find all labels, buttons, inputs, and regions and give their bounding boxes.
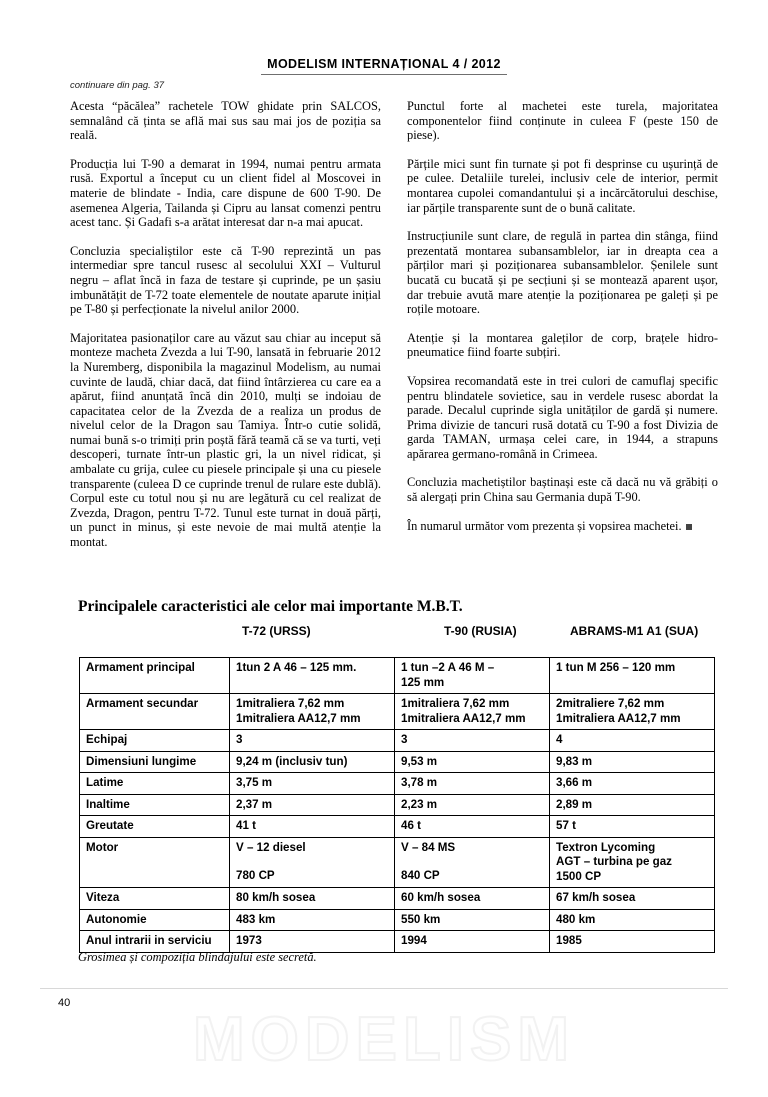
row-label: Dimensiuni lungime (80, 751, 230, 773)
table-cell-t72 (230, 909, 395, 931)
table-cell-t90 (395, 773, 550, 795)
paragraph: Producția lui T-90 a demarat in 1994, numai pentru armata rusă. Exportul a început cu un client fidel al Moscovei in materie de blindate - India, care dispune de 600 T-90. De asemenea Algeria, Tailanda și Cipru au lansat comenzi pentru acest tanc. Și Gadafi s-a arătat interesat dar n-a mai apucat. (70, 156, 381, 230)
paragraph: Punctul forte al machetei este turela, majoritatea componentelor fiind conținute in culeea F (peste 150 de piese). (407, 99, 718, 143)
table-cell-t72 (230, 794, 395, 816)
table-row (80, 658, 715, 694)
column-header-abrams: ABRAMS-M1 A1 (SUA) (570, 624, 699, 638)
watermark: MODELISM (192, 1005, 576, 1074)
table-cell-t72 (230, 773, 395, 795)
row-label: Armament secundar (80, 694, 230, 730)
table-cell-t90 (395, 694, 550, 730)
article-body (70, 99, 718, 550)
table-cell-abrams (550, 816, 715, 838)
cell-line: 46 t (401, 819, 421, 832)
cell-line: 3,75 m (236, 776, 273, 789)
table-row (80, 694, 715, 730)
column-header-t90: T-90 (RUSIA) (444, 624, 517, 638)
cell-line: 9,53 m (401, 754, 438, 768)
cell-line: 3 (401, 733, 408, 746)
table-cell-abrams (550, 909, 715, 931)
cell-line: 480 km (556, 912, 596, 926)
row-label: Latime (80, 773, 230, 795)
cell-line: V – 84 MS (401, 840, 456, 854)
table-cell-abrams (550, 794, 715, 816)
right-column (407, 99, 718, 550)
table-cell-t90 (395, 888, 550, 910)
paragraph: Instrucțiunile sunt clare, de regulă in partea din stânga, fiind prezentată montarea subansamblelor, iar in dreapta cea a părților mari și poziționarea subansamblelor. Șenilele sunt bucată cu bucată și pe secțiuni și se montează aparent ușor, dar trebuie avută mare atenție la poziționarea pe galeți și pe roțile motoare. (407, 229, 718, 317)
cell-line: V – 12 diesel (236, 840, 306, 854)
row-label: Autonomie (80, 909, 230, 931)
cell-spacer (401, 855, 544, 869)
table-cell-abrams (550, 931, 715, 953)
table-cell-t90 (395, 794, 550, 816)
paragraph: Atenție și la montarea galeților de corp, brațele hidropneumatice fiind foarte subțiri. (407, 330, 718, 360)
left-column (70, 99, 381, 550)
table-cell-t90 (395, 931, 550, 953)
spec-table-column-headers (70, 624, 718, 646)
row-label: Greutate (80, 816, 230, 838)
table-cell-abrams (550, 730, 715, 752)
cell-line: 3 (236, 733, 243, 746)
masthead-title: MODELISM INTERNAȚIONAL 4 / 2012 (261, 57, 507, 75)
table-cell-t90 (395, 837, 550, 888)
paragraph: Majoritatea pasionaților care au văzut sau chiar au inceput să monteze macheta Zvezda a lui T-90, lansată in februarie 2012 la Nuremberg, disponibila la magazinul Modelism, au numai cuvinte de laudă, chiar dacă, dat fiind întârzierea cu care ea a apărut, fiind anunțată încă din 2010, mulți se indoiau de capacitatea celor de la Zvezda de a realiza un produs de nivelul celor de la Dragon sau Tamiya. Într-o cutie solidă, numai bună s-o trimiți prin poștă fără teamă că se va turti, veți descoperi, turnate într-un plastic gri, la un nivel ridicat, și ambalate cu grija, culee cu piesele principale și una cu piesele transparente (culeea D ce cuprinde trenul de rulare este dublă). Corpul este cu totul nou și nu are legătură cu cel realizat de Zvezda, Dragon, pentru T-72. Tunul este turnat in două părți, un punct in minus, și este nevoie de mai multă atenție la montat. (70, 330, 381, 550)
spec-table-title: Principalele caracteristici ale celor mai importante M.B.T. (78, 598, 463, 615)
cell-line: 1 tun –2 A 46 M – (401, 661, 495, 674)
spec-table (79, 657, 715, 953)
cell-line: 4 (556, 733, 563, 746)
table-row (80, 931, 715, 953)
cell-line: 1994 (401, 934, 427, 947)
table-cell-t72 (230, 931, 395, 953)
cell-line: 780 CP (236, 869, 275, 882)
paragraph: Concluzia machetiștilor baștinași este că dacă nu vă grăbiți o să alergați prin China sau Germania după T-90. (407, 475, 718, 505)
table-cell-t72 (230, 751, 395, 773)
table-row (80, 816, 715, 838)
table-row (80, 909, 715, 931)
table-cell-abrams (550, 837, 715, 888)
cell-line: Textron Lycoming (556, 840, 656, 854)
cell-spacer (236, 855, 389, 869)
cell-line: 60 km/h sosea (401, 891, 481, 904)
table-cell-t72 (230, 888, 395, 910)
table-cell-t72 (230, 730, 395, 752)
table-row (80, 794, 715, 816)
table-row (80, 773, 715, 795)
row-label: Armament principal (80, 658, 230, 694)
table-cell-t90 (395, 730, 550, 752)
paragraph: Concluzia specialiștilor este că T-90 reprezintă un pas intermediar spre tancul rusesc al secolului XXI – Vulturul negru – aflat încă in faza de testare și cuprinde, pe un șasiu imbunătățit de T-72 toate elementele de noutate aparute inițial pe T-80 și perfecționate la nivelul anilor 2000. (70, 243, 381, 317)
cell-line: 57 t (556, 819, 576, 832)
row-label: Viteza (80, 888, 230, 910)
table-cell-abrams (550, 694, 715, 730)
table-cell-t90 (395, 909, 550, 931)
cell-line: 9,83 m (556, 754, 593, 768)
table-cell-t72 (230, 816, 395, 838)
page-number: 40 (58, 997, 71, 1009)
table-row (80, 888, 715, 910)
row-label: Echipaj (80, 730, 230, 752)
table-cell-abrams (550, 751, 715, 773)
cell-line: 41 t (236, 819, 256, 832)
table-cell-abrams (550, 888, 715, 910)
cell-line: 1mitraliera AA12,7 mm (556, 711, 681, 725)
cell-line: 1mitraliera AA12,7 mm (236, 711, 361, 725)
masthead (0, 55, 768, 75)
table-cell-abrams (550, 658, 715, 694)
table-cell-t72 (230, 694, 395, 730)
cell-line: 3,66 m (556, 776, 593, 789)
cell-line: 1 tun M 256 – 120 mm (556, 661, 676, 674)
paragraph: Vopsirea recomandată este in trei culori de camuflaj specific pentru blindatele sovietice, sau in verdele rusesc abordat la parade. Decalul cuprinde sigla unităților de gardă și numere. Prima divizie de tancuri rusă dotată cu T-90 a fost Divizia de garda TAMAN, urmașa celei care, in 1944, a strapuns apărarea germano-română in Crimeea. (407, 373, 718, 461)
row-label: Motor (80, 837, 230, 888)
cell-line: 2mitraliere 7,62 mm (556, 697, 665, 710)
cell-line: 67 km/h sosea (556, 891, 636, 904)
end-of-article-mark (686, 524, 692, 530)
cell-line: 125 mm (401, 675, 445, 689)
cell-line: 9,24 m (inclusiv tun) (236, 754, 348, 768)
table-cell-t72 (230, 658, 395, 694)
table-cell-t90 (395, 816, 550, 838)
column-header-t72: T-72 (URSS) (242, 624, 311, 638)
cell-line: 1mitraliera 7,62 mm (401, 697, 510, 710)
cell-line: 1mitraliera AA12,7 mm (401, 711, 526, 725)
table-row (80, 730, 715, 752)
cell-line: 1985 (556, 934, 582, 947)
spec-table-body (80, 658, 715, 953)
paragraph-text: În numarul următor vom prezenta și vopsirea machetei. (407, 518, 682, 533)
cell-line: 840 CP (401, 869, 440, 882)
continuation-note: continuare din pag. 37 (70, 80, 165, 91)
paragraph-last (407, 519, 718, 534)
paragraph: Părțile mici sunt fin turnate și pot fi desprinse cu ușurință de pe culee. Detaliile turelei, inclusiv cele de interior, permit montarea cupolei comandantului și a incărcătorului deschise, iar părțile transparente sunt de o bună calitate. (407, 156, 718, 215)
row-label: Anul intrarii in serviciu (80, 931, 230, 953)
row-label: Inaltime (80, 794, 230, 816)
cell-line: 483 km (236, 912, 276, 926)
cell-line: 1mitraliera 7,62 mm (236, 697, 345, 710)
cell-line: 550 km (401, 912, 441, 926)
paragraph: Acesta “păcălea” rachetele TOW ghidate prin SALCOS, semnalând că ținta se află mai sus sau mai jos de poziția sa reală. (70, 99, 381, 143)
cell-line: 2,23 m (401, 797, 438, 811)
footer-divider (40, 988, 728, 989)
cell-line: 1500 CP (556, 869, 602, 883)
table-cell-t90 (395, 658, 550, 694)
table-row (80, 751, 715, 773)
table-cell-t90 (395, 751, 550, 773)
spec-table-note: Grosimea și compoziția blindajului este secretă. (78, 950, 317, 964)
table-cell-t72 (230, 837, 395, 888)
cell-line: 2,89 m (556, 797, 593, 811)
cell-line: 1973 (236, 934, 262, 947)
cell-line: 3,78 m (401, 776, 438, 789)
cell-line: 2,37 m (236, 797, 273, 811)
cell-line: 1tun 2 A 46 – 125 mm. (236, 661, 357, 674)
cell-line: 80 km/h sosea (236, 891, 316, 904)
table-row (80, 837, 715, 888)
cell-line: AGT – turbina pe gaz (556, 855, 672, 868)
table-cell-abrams (550, 773, 715, 795)
